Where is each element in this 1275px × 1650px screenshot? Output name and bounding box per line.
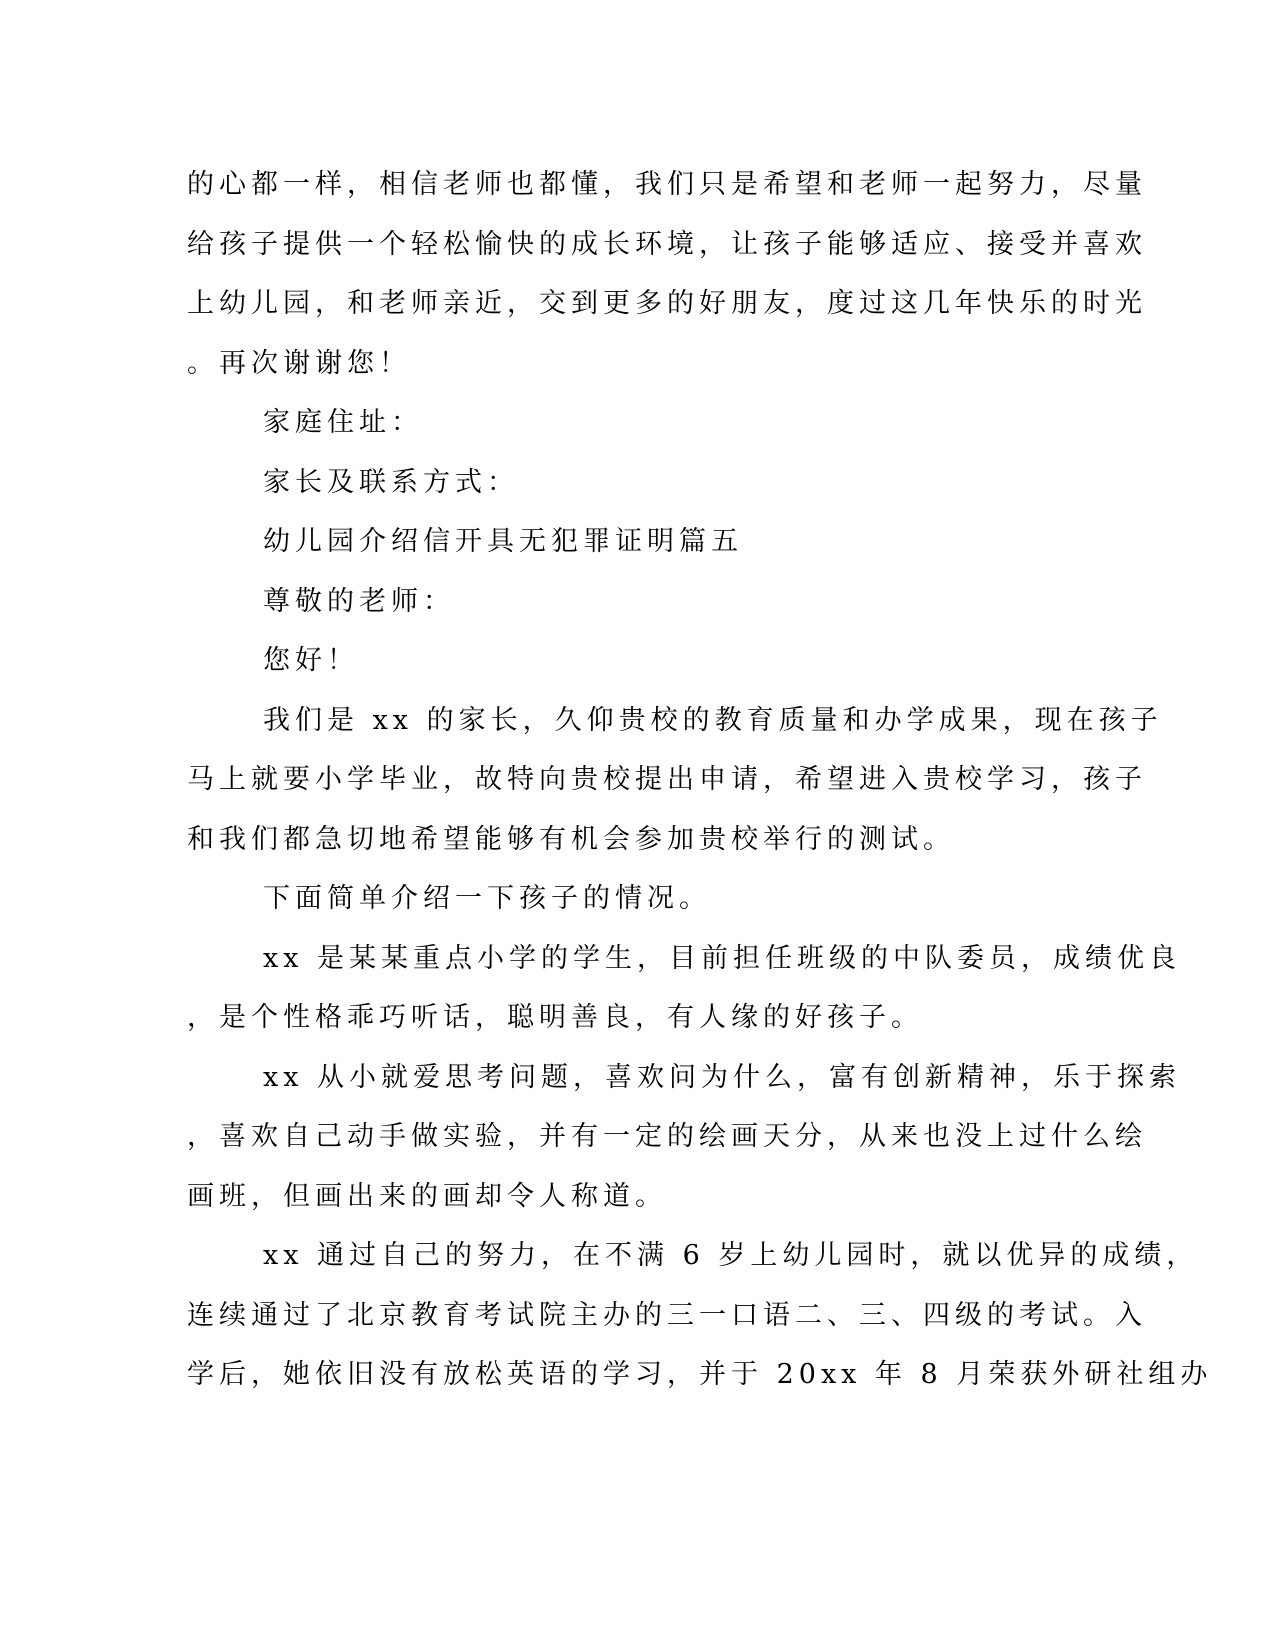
text-line: ，喜欢自己动手做实验，并有一定的绘画天分，从来也没上过什么绘 [187, 1121, 1147, 1152]
text-line: 下面简单介绍一下孩子的情况。 [263, 883, 711, 914]
text-line: 连续通过了北京教育考试院主办的三一口语二、三、四级的考试。入 [187, 1299, 1147, 1331]
text-line: xx 是某某重点小学的学生，目前担任班级的中队委员，成绩优良 [263, 942, 1182, 974]
text-line: 的心都一样，相信老师也都懂，我们只是希望和老师一起努力，尽量 [187, 169, 1147, 200]
text-line: 马上就要小学毕业，故特向贵校提出申请，希望进入贵校学习，孩子 [187, 764, 1147, 795]
greeting: 您好！ [263, 645, 359, 676]
text-line: 学后，她依旧没有放松英语的学习，并于 20xx 年 8 月荣获外研社组办 [187, 1359, 1213, 1390]
text-line: 和我们都急切地希望能够有机会参加贵校举行的测试。 [187, 823, 955, 855]
text-line: 。再次谢谢您！ [187, 347, 411, 379]
text-line: 画班，但画出来的画却令人称道。 [187, 1180, 667, 1212]
section-heading: 幼儿园介绍信开具无犯罪证明篇五 [263, 526, 743, 557]
salutation: 尊敬的老师： [263, 585, 455, 617]
parent-contact-label: 家长及联系方式： [263, 466, 519, 498]
document-body [187, 155, 1213, 1405]
text-line: xx 通过自己的努力，在不满 6 岁上幼儿园时，就以优异的成绩， [263, 1240, 1199, 1271]
text-line: 给孩子提供一个轻松愉快的成长环境，让孩子能够适应、接受并喜欢 [187, 228, 1147, 260]
text-line: 我们是 xx 的家长，久仰贵校的教育质量和办学成果，现在孩子 [263, 704, 1163, 736]
home-address-label: 家庭住址： [263, 407, 423, 438]
text-line: 上幼儿园，和老师亲近，交到更多的好朋友，度过这几年快乐的时光 [187, 288, 1147, 319]
text-line: ，是个性格乖巧听话，聪明善良，有人缘的好孩子。 [187, 1002, 923, 1033]
text-line: xx 从小就爱思考问题，喜欢问为什么，富有创新精神，乐于探索 [263, 1061, 1182, 1093]
